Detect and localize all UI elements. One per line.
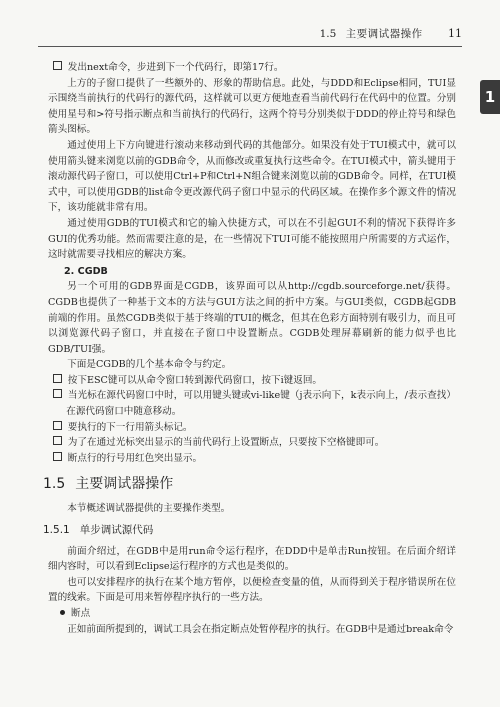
header-section-title: 主要调试器操作	[345, 28, 423, 40]
bullet-text: 当光标在源代码窗口中时，可以用键头键或vi-like键（j表示向下，k表示向上，/表示查找）在源代码窗口中随意移动。	[66, 390, 456, 418]
checkbox-bullet-icon	[53, 452, 62, 461]
checkbox-bullet-icon	[53, 421, 62, 430]
chapter-thumb-tab: 1	[480, 80, 500, 114]
bullet-item	[48, 420, 456, 436]
bullet-item	[48, 388, 456, 419]
bullet-text: 为了在通过光标突出显示的当前代码行上设置断点，只要按下空格键即可。	[67, 437, 385, 449]
checkbox-bullet-icon	[53, 389, 62, 398]
subsection-title: 单步调试源代码	[79, 524, 154, 537]
checkbox-bullet-icon	[53, 61, 62, 70]
body-blocks	[48, 60, 456, 466]
dot-item	[60, 606, 456, 622]
bullet-item	[48, 373, 456, 389]
paragraph: 另一个可用的GDB界面是CGDB，该界面可以从http://cgdb.sourceforge.net/获得。CGDB也提供了一种基于文本的方法与GUI方法之间的折中方案。与GUI类似，CGDB起GDB前端的作用。虽然CGDB类似于基于终端的TUI的概念，但其在色彩方面特别有吸引力，而且可以浏览源代码子窗口，并直接在子窗口中设置断点。CGDB处理屏幕刷新的能力似乎也比GDB/TUI强。	[48, 281, 456, 355]
bullet-text: 断点行的行号用红色突出显示。	[67, 452, 203, 464]
bullet-text: 发出next命令，步进到下一个代码行，即第17行。	[67, 62, 284, 73]
subsection-heading	[43, 523, 456, 539]
paragraph: 通过使用GDB的TUI模式和它的输入快捷方式，可以在不引起GUI不利的情况下获得许多GUI的优秀功能。然而需要注意的是，在一些情况下TUI可能不能按照用户所需要的方式运作，这时就需要寻找相应的解决方案。	[48, 217, 456, 261]
dot-bullet-icon	[60, 610, 65, 615]
checkbox-bullet-icon	[53, 436, 62, 445]
subsection-number: 1.5.1	[43, 524, 70, 537]
body-blocks-2	[48, 544, 456, 638]
bullet-item	[48, 435, 456, 451]
header-section-number: 1.5	[319, 28, 337, 40]
paragraph: 上方的子窗口提供了一些额外的、形象的帮助信息。此处，与DDD和Eclipse相同，TUI显示围绕当前执行的代码行的源代码，这样就可以更方便地查看当前代码行在代码中的位置。分别使用星号和>符号指示断点和当前执行的代码行，这两个符号分别类似于DDD的停止符号和绿色箭头图标。	[48, 77, 456, 136]
paragraph: 通过使用上下方向键进行滚动来移动到代码的其他部分。如果没有处于TUI模式中，就可以使用箭头键来浏览以前的GDB命令，从而修改或重复执行这些命令。在TUI模式中，箭头键用于滚动源代码子窗口，可以使用Ctrl+P和Ctrl+N组合键来浏览以前的GDB命令。同样，在TUI模式中，可以使用GDB的list命令更改源代码子窗口中显示的代码区域。在操作多个源文件的情况下，该功能就非常有用。	[48, 139, 456, 214]
dot-item-text: 断点	[71, 608, 91, 619]
paragraph: 正如前面所提到的，调试工具会在指定断点处暂停程序的执行。在GDB中是通过break命令	[67, 623, 454, 635]
checkbox-bullet-icon	[53, 374, 62, 383]
page-number: 11	[448, 27, 462, 40]
section-intro: 本节概述调试器提供的主要操作类型。	[67, 503, 231, 515]
page-body	[43, 60, 456, 637]
paragraph: 也可以安排程序的执行在某个地方暂停，以便检查变量的值，从而得到关于程序错误所在位置的线索。下面是可用来暂停程序执行的一些方法。	[48, 576, 456, 604]
bullet-text: 按下ESC键可以从命令窗口转到源代码窗口，按下i键返回。	[67, 374, 323, 386]
running-header	[38, 26, 462, 47]
section-number: 1.5	[43, 476, 66, 493]
bullet-item	[48, 60, 456, 76]
bullet-text: 要执行的下一行用箭头标记。	[67, 421, 193, 433]
bullet-item	[48, 451, 456, 467]
paragraph: 前面介绍过，在GDB中是用run命令运行程序，在DDD中是单击Run按钮。在后面介绍详细内容时，可以看到Eclipse运行程序的方式也是类似的。	[48, 545, 456, 573]
subheading: 2. CGDB	[64, 265, 108, 277]
paragraph: 下面是CGDB的几个基本命令与约定。	[67, 359, 232, 371]
section-heading	[43, 475, 456, 493]
section-title: 主要调试器操作	[75, 476, 174, 493]
